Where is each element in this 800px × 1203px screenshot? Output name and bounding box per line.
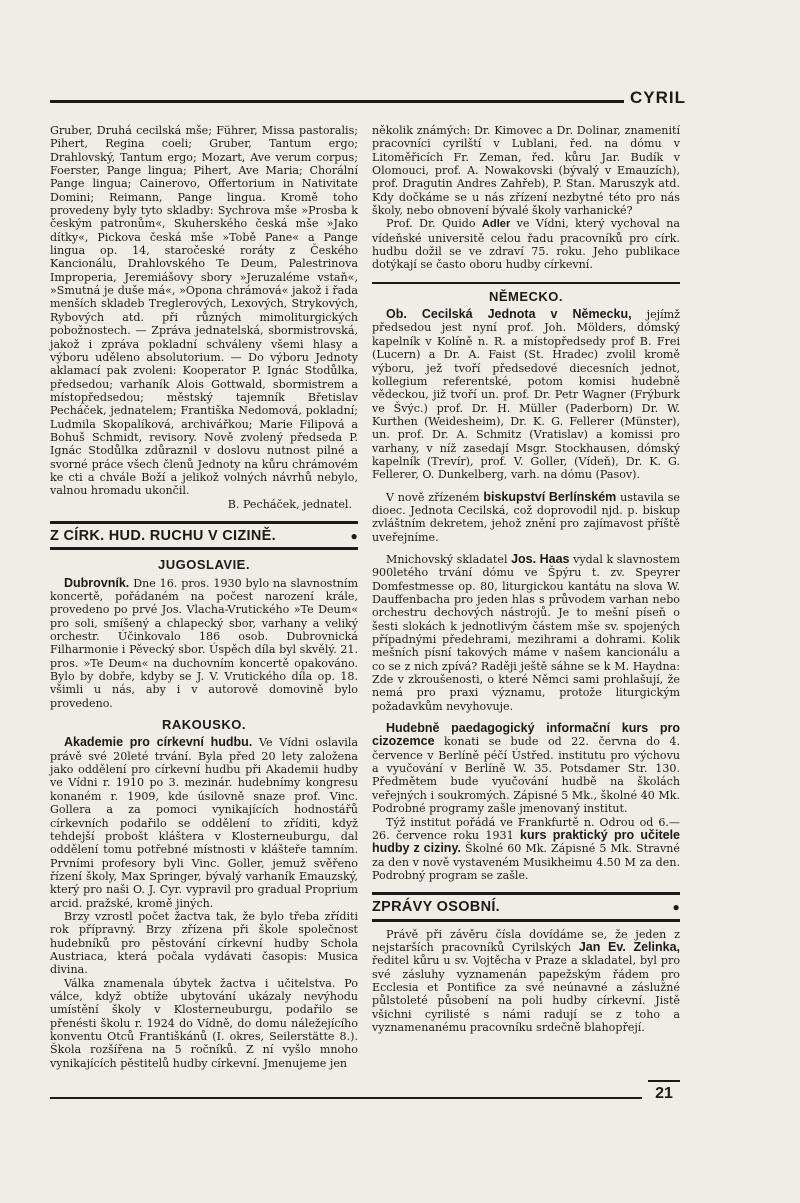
lead-text: Hudebně paedagogický informační kurs pro cizozemce bbox=[372, 721, 680, 749]
body-text: ustavila se dioec. Jednota Cecilská, což doprovodil njd. p. biskup zvláštním dekretem, jehož znění pro zajímavost příště uveřejníme. bbox=[372, 490, 680, 544]
lead-text: Dubrovník. bbox=[64, 575, 130, 590]
paragraph bbox=[372, 308, 680, 481]
subheading-nemecko: NĚMECKO. bbox=[372, 282, 680, 303]
subheading-jugoslavie: JUGOSLAVIE. bbox=[158, 557, 250, 573]
subheading-rakousko: RAKOUSKO. bbox=[162, 717, 246, 733]
body-text: Ve Vídni oslavila právě své 20leté trvání. Byla před 20 lety založena jako oddělení pro církevní hudbu při Akademii hudby ve Vídni r. 1910 po 3. mezinár. hudebnímy kongresu konaném r. 1909, kde úsilovně snaze prof. Vinc. Gollera a za pomoci vynikajících hodnostářů církevních podařilo se oddělení to zříditi, když tehdejší probošt kláštera v Klosterneuburgu, dal oddělení tomu potřebné místnosti v klášteře tamním. Prvními profesory byli Vinc. Goller, jemuž svěřeno řízení školy, Max Springer, bývalý varhaník Emauzský, který pro naši O. J. Cyr. vypravil pro gradual Proprium arcid. pražské, kromě jiných. bbox=[50, 736, 358, 910]
paragraph: Gruber, Druhá cecilská mše; Führer, Missa pastoralis; Pihert, Regina coeli; Gruber, Tantum ergo; Drahlovský, Tantum ergo; Mozart, Ave verum corpus; Foerster, Pange lingua; Pihert, Ave Maria; Chorální Pange lingua; Cainerovo, Offertorium in Nativitate Domini; Reimann, Pange lingua. Kromě toho provedeny byly tyto skladby: Sychrova mše »Prosba k českým patronům«, Skuherského česká mše »Jako dítky«, Pickova česká mše »Tobě Pane« a Pange lingua op. 14, staročeské roráty z Českého Kancionálu, Drahlovského Te Deum, Palestrinova Improperia, Jeremiášovy sbory »Jeruzaléme vstaň«, »Smutná je duše má«, »Opona chrámová« jakož i řada menších skladeb Treglerových, Lexových, Strykových, Rybových atd. při různých mimoliturgických pobožnostech. — Zpráva jednatelská, sbormistrovská, jakož i zpráva pokladní schváleny všemi hlasy a výboru uděleno absolutorium. — Do výboru Jednoty aklamací pak zvoleni: Kooperator P. Ignác Stodůlka, předsedou; varhaník Alois Gottwald, sbormistrem a místopředsedou; městský tajemník Břetislav Pecháček, jednatelem; Františka Nedomová, pokladní; Ludmila Skopalíková, archivářkou; Marie Filipová a Bohuš Schmidt, revisory. Nově zvolený předseda P. Ignác Stodůlka zdůraznil v doslovu nutnost pilné a svorné práce všech členů Jednoty na kůru chrámovém ke cti a chvále Boží a jelikož volných návrhů nebylo, valnou hromadu ukončil. bbox=[50, 124, 358, 498]
paragraph bbox=[372, 553, 680, 713]
body-text: ve Vídni, který vychoval na vídeňské universitě celou řadu pracovníků pro círk. hudbu dožil se ve zdraví 75. roku. Jeho publikace dotýkají se často oboru hudby církevní. bbox=[372, 217, 680, 272]
paragraph bbox=[372, 928, 680, 1035]
bullet-icon: ● bbox=[672, 900, 680, 915]
section-heading-osobni bbox=[372, 892, 680, 921]
section-heading-cizina bbox=[50, 521, 358, 550]
body-text: Právě při závěru čísla dovídáme se, že jeden z nejstarších pracovníků Cyrilských bbox=[372, 927, 680, 954]
body-text: V nově zřízeném bbox=[386, 490, 484, 504]
lead-text: kurs praktický pro učitele hudby z ciziny. bbox=[372, 827, 681, 856]
paragraph bbox=[50, 577, 358, 710]
body-text: konati se bude od 22. června do 4. července v Berlíně péčí Ústřed. institutu pro výchovu a vyučování v Berlíně W. 35. Potsdamer Str. 130. Předmětem bude vyučování hudbě na školách veřejných i soukromých. Zápisné 5 Mk., školné 40 Mk. Podrobné programy zašle jmenovaný institut. bbox=[372, 735, 680, 816]
body-text: Týž institut pořádá ve Frankfurtě n. Odrou od 6.—26. července roku 1931 bbox=[372, 815, 680, 842]
paragraph bbox=[372, 491, 680, 544]
left-column bbox=[50, 124, 358, 1070]
body-text: Dne 16. pros. 1930 bylo na slavnostním koncertě, pořádaném na počest narození krále, provedeno po prvé Jos. Vlacha-Vrutického »Te Deum« pro soli, smíšený a chlapecký sbor, varhany a veliký orchestr. Účinkovalo 186 osob. Dubrovnická Filharmonie i Pěvecký sbor. Úspěch díla byl skvělý. 21. pros. »Te Deum« na duchovním koncertě opakováno. Bylo by dobře, kdyby se J. V. Vrutického díla op. 18. všimli u nás, aby i v autorově domovině bylo provedeno. bbox=[50, 576, 358, 710]
paragraph: Válka znamenala úbytek žactva i učitelstva. Po válce, když obtíže ubytování ukázaly nevýhodu umístění školy v Klosterneuburgu, podařilo se přenésti školu r. 1924 do Vídně, do domu náležejícího konventu Otců Františkánů (I. okres, Seilerstätte 8.). Škola rozšířena na 5 ročníků. Z ní vyšlo mnoho vynikajících pěstitelů hudby církevní. Jmenujeme jen bbox=[50, 976, 358, 1070]
right-column bbox=[372, 124, 680, 1034]
body-text: Školné 60 Mk. Zápisné 5 Mk. Stravné za den v nově vystaveném Musikheimu 4.50 M za den. Podrobný program se zašle. bbox=[372, 842, 680, 882]
body-text: ředitel kůru u sv. Vojtěcha v Praze a skladatel, byl pro své zásluhy vyznamenán papežským řádem pro Ecclesia et Pontifice za své neúnavné a záslužné půlstoleté působení na poli hudby církevní. Jistě všichni cyrilisté s námi radují se z toho a vyznamenanému pracovníku srdečně blahopřejí. bbox=[372, 954, 680, 1034]
body-text: vydal k slavnostem 900letého trvání dómu ve Špýru t. zv. Speyrer Domfestmesse op. 80, liturgickou kantátu na slova W. Dauffenbacha pro jeden hlas s průvodem varhan nebo orchestru dechových nástrojů. Je to mešní píseň o šesti slokách k jednotlivým částem mše sv. spojených případnými předehrami, mezihrami a dohrami. Kolik mešních písní takových máme v našem kancionálu a co se z nich zpívá? Raději ještě sáhne se k M. Haydna: Zde v zkroušenosti, o které Němci sami prohlašují, že nemá pro praxi významu, protože liturgickým požadavkům nevyhovuje. bbox=[372, 552, 680, 713]
body-text: Mnichovský skladatel bbox=[386, 552, 512, 566]
paragraph bbox=[372, 816, 680, 883]
paragraph bbox=[50, 736, 358, 909]
header-rule bbox=[50, 100, 624, 103]
lead-text: Akademie pro církevní hudbu. bbox=[64, 735, 253, 750]
section-title: ZPRÁVY OSOBNÍ. bbox=[372, 899, 501, 916]
paragraph: několik známých: Dr. Kimovec a Dr. Dolinar, znamenití pracovníci cyrilští v Lublani, řed. na dómu v Litoměřicích Fr. Zeman, řed. kůru Jar. Budík v Olomouci, prof. A. Nowakovski (bývalý v Emauzích), prof. Dragutin Andres Zahřeb), P. Stan. Maruszyk atd. Kdy dočkáme se u nás zřízení nezbytné této pro nás školy, nebo obnovení bývalé školy varhanické? bbox=[372, 124, 680, 218]
body-text: jejímž předsedou jest nyní prof. Joh. Mölders, dómský kapelník v Kolíně n. R. a místopředsedy prof B. Frei (Lucern) a Dr. A. Faist (St. Hradec) zvolil kromě výboru, jež tvoří předsedové diecesních jednot, kollegium referentské, potom komisi hudebně vědeckou, již tvoří un. prof. Dr. Petr Wagner (Frýburk ve Švýc.) prof. Dr. H. Müller (Paderborn) Dr. W. Kurthen (Weidesheim), Dr. K. G. Fellerer (Münster), un. prof. Dr. A. Schmitz (Vratislav) a komissi pro varhany, v níž zasedají Msgr. Stockhausen, dómský kapelník (Trevír), prof. V. Goller, (Vídeň), Dr. K. G. Fellerer, O. Dunkelberg, varh. na dómu (Pasov). bbox=[372, 308, 681, 482]
bullet-icon: ● bbox=[350, 528, 358, 543]
lead-text: Ob. Cecilská Jednota v Německu, bbox=[386, 307, 632, 322]
name-text: Adler bbox=[481, 218, 511, 231]
page-number: 21 bbox=[648, 1080, 680, 1103]
paragraph bbox=[372, 722, 680, 815]
footer-rule bbox=[50, 1097, 642, 1099]
name-text: Jan Ev. Zelinka, bbox=[578, 939, 680, 954]
paragraph: Brzy vzrostl počet žactva tak, že bylo třeba zříditi rok přípravný. Brzy zřízena při škole společnost hudebníků pro pěstování církevní hudby Schola Austriaca, která počala vydávati časopis: Musica divina. bbox=[50, 909, 358, 977]
signature: B. Pecháček, jednatel. bbox=[227, 497, 352, 511]
paragraph bbox=[372, 217, 680, 271]
section-title: Z CÍRK. HUD. RUCHU V CIZINĚ. bbox=[50, 527, 276, 544]
body-text: Prof. Dr. Quido bbox=[386, 217, 482, 231]
running-head: CYRIL bbox=[630, 88, 686, 107]
lead-text: biskupství Berlínském bbox=[483, 489, 617, 504]
name-text: Jos. Haas bbox=[511, 551, 570, 566]
